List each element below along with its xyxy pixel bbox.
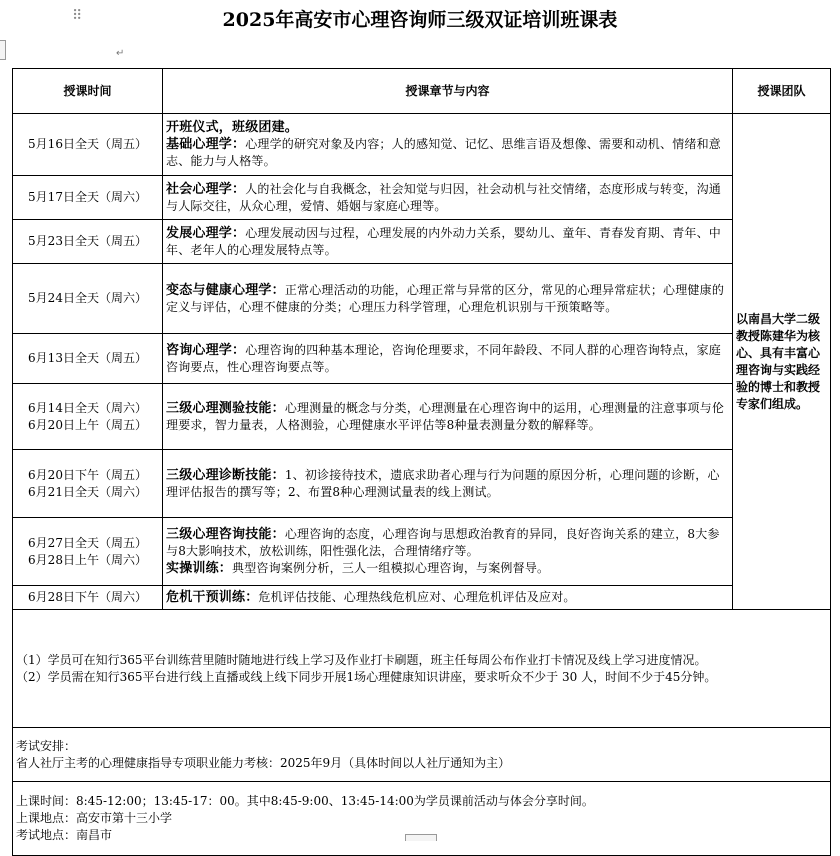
row-time: 5月23日全天（周五） [13, 220, 163, 264]
header-content: 授课章节与内容 [163, 69, 733, 114]
exam-label: 考试安排： [16, 738, 77, 753]
class-time: 上课时间：8:45-12:00；13:45-17：00。其中8:45-9:00、13:45-14:00为学员课前活动与体会分享时间。 [16, 794, 594, 808]
row-time: 6月14日全天（周六） 6月20日上午（周五） [13, 384, 163, 450]
paragraph-mark: ↵ [116, 48, 125, 59]
row-content: 危机干预训练：危机评估技能、心理热线危机应对、心理危机评估及应对。 [163, 586, 733, 610]
row-content: 社会心理学：人的社会化与自我概念，社会知觉与归因，社会动机与社交情绪，态度形成与转变，沟通与人际交往，从众心理，爱情、婚姻与家庭心理等。 [163, 176, 733, 220]
row-content: 三级心理测验技能：心理测量的概念与分类，心理测量在心理咨询中的运用，心理测量的注意事项与伦理要求，智力量表，人格测验，心理健康水平评估等8种量表测量分数的解释等。 [163, 384, 733, 450]
header-time: 授课时间 [13, 69, 163, 114]
row-content: 咨询心理学：心理咨询的四种基本理论，咨询伦理要求，不同年龄段、不同人群的心理咨询特点，家庭咨询要点，性心理咨询要点等。 [163, 334, 733, 384]
row-time: 5月16日全天（周五） [13, 114, 163, 176]
row-time: 6月28日下午（周六） [13, 586, 163, 610]
exam-text: 省人社厅主考的心理健康指导专项职业能力考核：2025年9月（具体时间以人社厅通知为主） [16, 755, 511, 770]
exam-cell [13, 728, 831, 782]
row-time: 5月17日全天（周六） [13, 176, 163, 220]
note-1: （1）学员可在知行365平台训练营里随时随地进行线上学习及作业打卡刷题，班主任每周公布作业打卡情况及线上学习进度情况。 [16, 652, 707, 667]
row-time: 6月27日全天（周五） 6月28日上午（周六） [13, 518, 163, 586]
row-content: 发展心理学：心理发展动因与过程，心理发展的内外动力关系，婴幼儿、童年、青春发育期、青年、中年、老年人的心理发展特点等。 [163, 220, 733, 264]
logistics-cell [13, 782, 831, 856]
row-time: 6月13日全天（周五） [13, 334, 163, 384]
class-place: 上课地点：高安市第十三小学 [16, 811, 173, 825]
header-team: 授课团队 [733, 69, 831, 114]
exam-place: 考试地点：南昌市 [16, 828, 113, 842]
drag-handle-icon[interactable]: ⠿ [72, 8, 81, 24]
page-title: 2025年高安市心理咨询师三级双证培训班课表 [222, 9, 618, 31]
row-content: 变态与健康心理学：正常心理活动的功能，心理正常与异常的区分，常见的心理异常症状；心理健康的定义与评估，心理不健康的分类；心理压力科学管理，心理危机识别与干预策略等。 [163, 264, 733, 334]
team-cell: 以南昌大学二级教授陈建华为核心、具有丰富心理咨询与实践经验的博士和教授专家们组成。 [733, 114, 831, 610]
row-time: 5月24日全天（周六） [13, 264, 163, 334]
row-content: 三级心理咨询技能：心理咨询的态度，心理咨询与思想政治教育的异同，良好咨询关系的建立，8大参与8大影响技术，放松训练，阳性强化法，合理情绪疗等。 实操训练：典型咨询案例分析，三人一组模拟心理咨询，与案例督导。 [163, 518, 733, 586]
row-time: 6月20日下午（周五） 6月21日全天（周六） [13, 450, 163, 518]
schedule-table [12, 68, 831, 856]
notes-cell [13, 610, 831, 728]
side-tab[interactable] [0, 40, 6, 60]
row-content: 开班仪式，班级团建。 基础心理学：心理学的研究对象及内容；人的感知觉、记忆、思维言语及想像、需要和动机、情绪和意志、能力与人格等。 [163, 114, 733, 176]
note-2: （2）学员需在知行365平台进行线上直播或线上线下同步开展1场心理健康知识讲座，要求听众不少于 30 人，时间不少于45分钟。 [16, 669, 717, 684]
row-content: 三级心理诊断技能：1、初诊接待技术，遗底求助者心理与行为问题的原因分析，心理问题的诊断，心理评估报告的撰写等；2、布置8种心理测试量表的线上测试。 [163, 450, 733, 518]
